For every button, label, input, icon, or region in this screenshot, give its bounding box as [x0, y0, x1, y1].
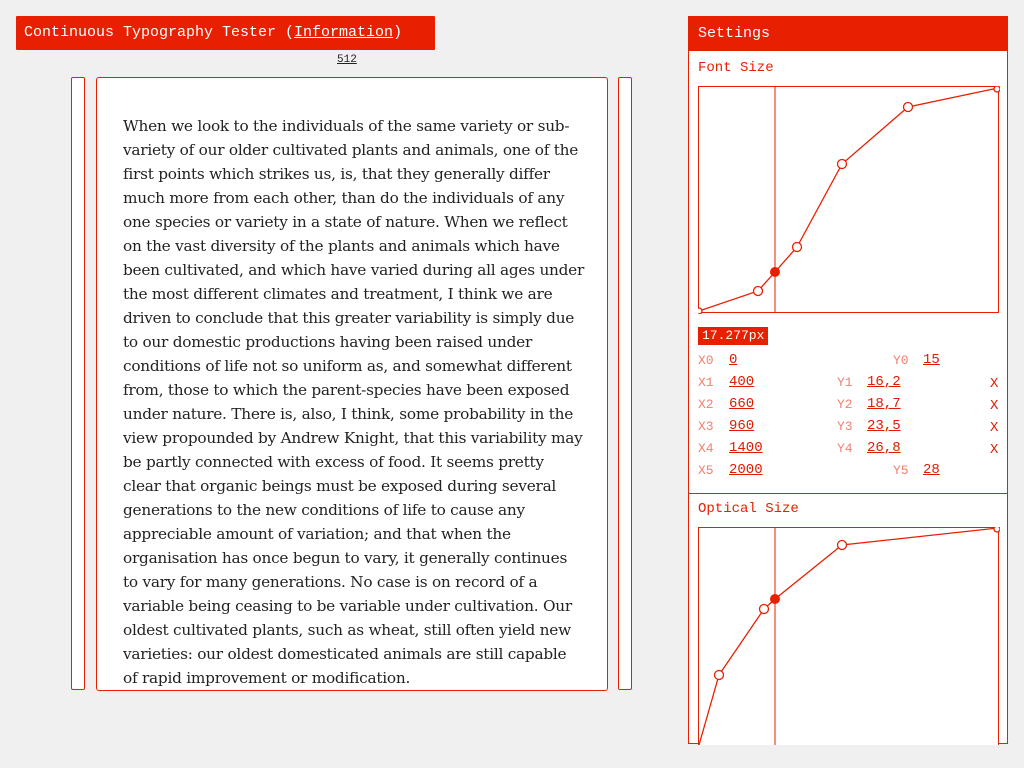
curve-point-3[interactable]: [838, 160, 847, 169]
curve-point-4[interactable]: [994, 527, 1000, 532]
title-prefix: Continuous Typography Tester (: [24, 24, 295, 41]
current-value-marker: [770, 594, 780, 604]
curve-point-0[interactable]: [698, 308, 702, 314]
y0-label: Y0: [893, 353, 909, 368]
y4-label: Y4: [837, 441, 853, 456]
curve-point-3[interactable]: [838, 541, 847, 550]
remove-point-2-button[interactable]: X: [990, 398, 999, 414]
curve-point-4[interactable]: [904, 103, 913, 112]
graph-frame: [699, 87, 999, 313]
y0-value[interactable]: 15: [923, 352, 940, 368]
optical-size-curve-graph[interactable]: [698, 527, 1000, 745]
x2-label: X2: [698, 397, 714, 412]
graph-frame: [699, 528, 999, 746]
remove-point-1-button[interactable]: X: [990, 376, 999, 392]
right-resize-handle[interactable]: [618, 77, 632, 690]
sample-text: When we look to the individuals of the same variety or sub-variety of our older cultivated plants and animals, one of the first points which strikes us, is, that they generally differ much more from each other, than do the individuals of any one species or variety in a state of nature. When we reflect on the vast diversity of the plants and animals which have been cultivated, and which have varied during all ages under the most different climates and treatment, I think we are driven to conclude that this greater variability is simply due to our domestic productions having been raised under conditions of life not so uniform as, and somewhat different from, those to which the parent-species have been exposed under nature. There is, also, I think, some probability in the view propounded by Andrew Knight, that this variability may be partly connected with excess of food. It seems pretty clear that organic beings must be exposed during several generations to the new conditions of life to cause any appreciable amount of variation; and that when the organisation has once begun to vary, it generally continues to vary for many generations. No case is on record of a variable being ceasing to be variable under cultivation. Our oldest cultivated plants, such as wheat, still often yield new varieties: our oldest domesticated animals are still capable of rapid improvement or modification.: [123, 117, 585, 687]
x1-label: X1: [698, 375, 714, 390]
x5-label: X5: [698, 463, 714, 478]
x1-value[interactable]: 400: [729, 374, 755, 390]
curve-point-5[interactable]: [994, 86, 1000, 92]
x4-value[interactable]: 1400: [729, 440, 763, 456]
current-value-marker: [770, 267, 780, 277]
remove-point-4-button[interactable]: X: [990, 442, 999, 458]
x3-label: X3: [698, 419, 714, 434]
app-title: [16, 16, 435, 50]
x2-value[interactable]: 660: [729, 396, 755, 412]
text-width-readout: 512: [337, 54, 357, 66]
curve-point-2[interactable]: [760, 605, 769, 614]
title-suffix: ): [393, 24, 403, 41]
y2-value[interactable]: 18,7: [867, 396, 901, 412]
sample-text-box: [96, 77, 608, 691]
information-link[interactable]: Information: [294, 24, 394, 41]
y4-value[interactable]: 26,8: [867, 440, 901, 456]
section-divider: [689, 493, 1007, 494]
x0-value[interactable]: 0: [729, 352, 738, 368]
curve-point-1[interactable]: [754, 287, 763, 296]
curve-point-1[interactable]: [715, 671, 724, 680]
font-size-value-badge: 17.277px: [698, 327, 768, 345]
settings-panel: [688, 16, 1008, 744]
x3-value[interactable]: 960: [729, 418, 755, 434]
x0-label: X0: [698, 353, 714, 368]
y3-value[interactable]: 23,5: [867, 418, 901, 434]
y2-label: Y2: [837, 397, 853, 412]
y1-value[interactable]: 16,2: [867, 374, 901, 390]
y1-label: Y1: [837, 375, 853, 390]
y3-label: Y3: [837, 419, 853, 434]
left-resize-handle[interactable]: [71, 77, 85, 690]
curve-point-2[interactable]: [793, 243, 802, 252]
x4-label: X4: [698, 441, 714, 456]
optical-size-title: Optical Size: [698, 501, 799, 517]
y5-value[interactable]: 28: [923, 462, 940, 478]
font-size-curve-graph[interactable]: [698, 86, 1000, 314]
x5-value[interactable]: 2000: [729, 462, 763, 478]
settings-header: Settings: [689, 17, 1007, 51]
font-size-title: Font Size: [698, 60, 774, 76]
y5-label: Y5: [893, 463, 909, 478]
remove-point-3-button[interactable]: X: [990, 420, 999, 436]
